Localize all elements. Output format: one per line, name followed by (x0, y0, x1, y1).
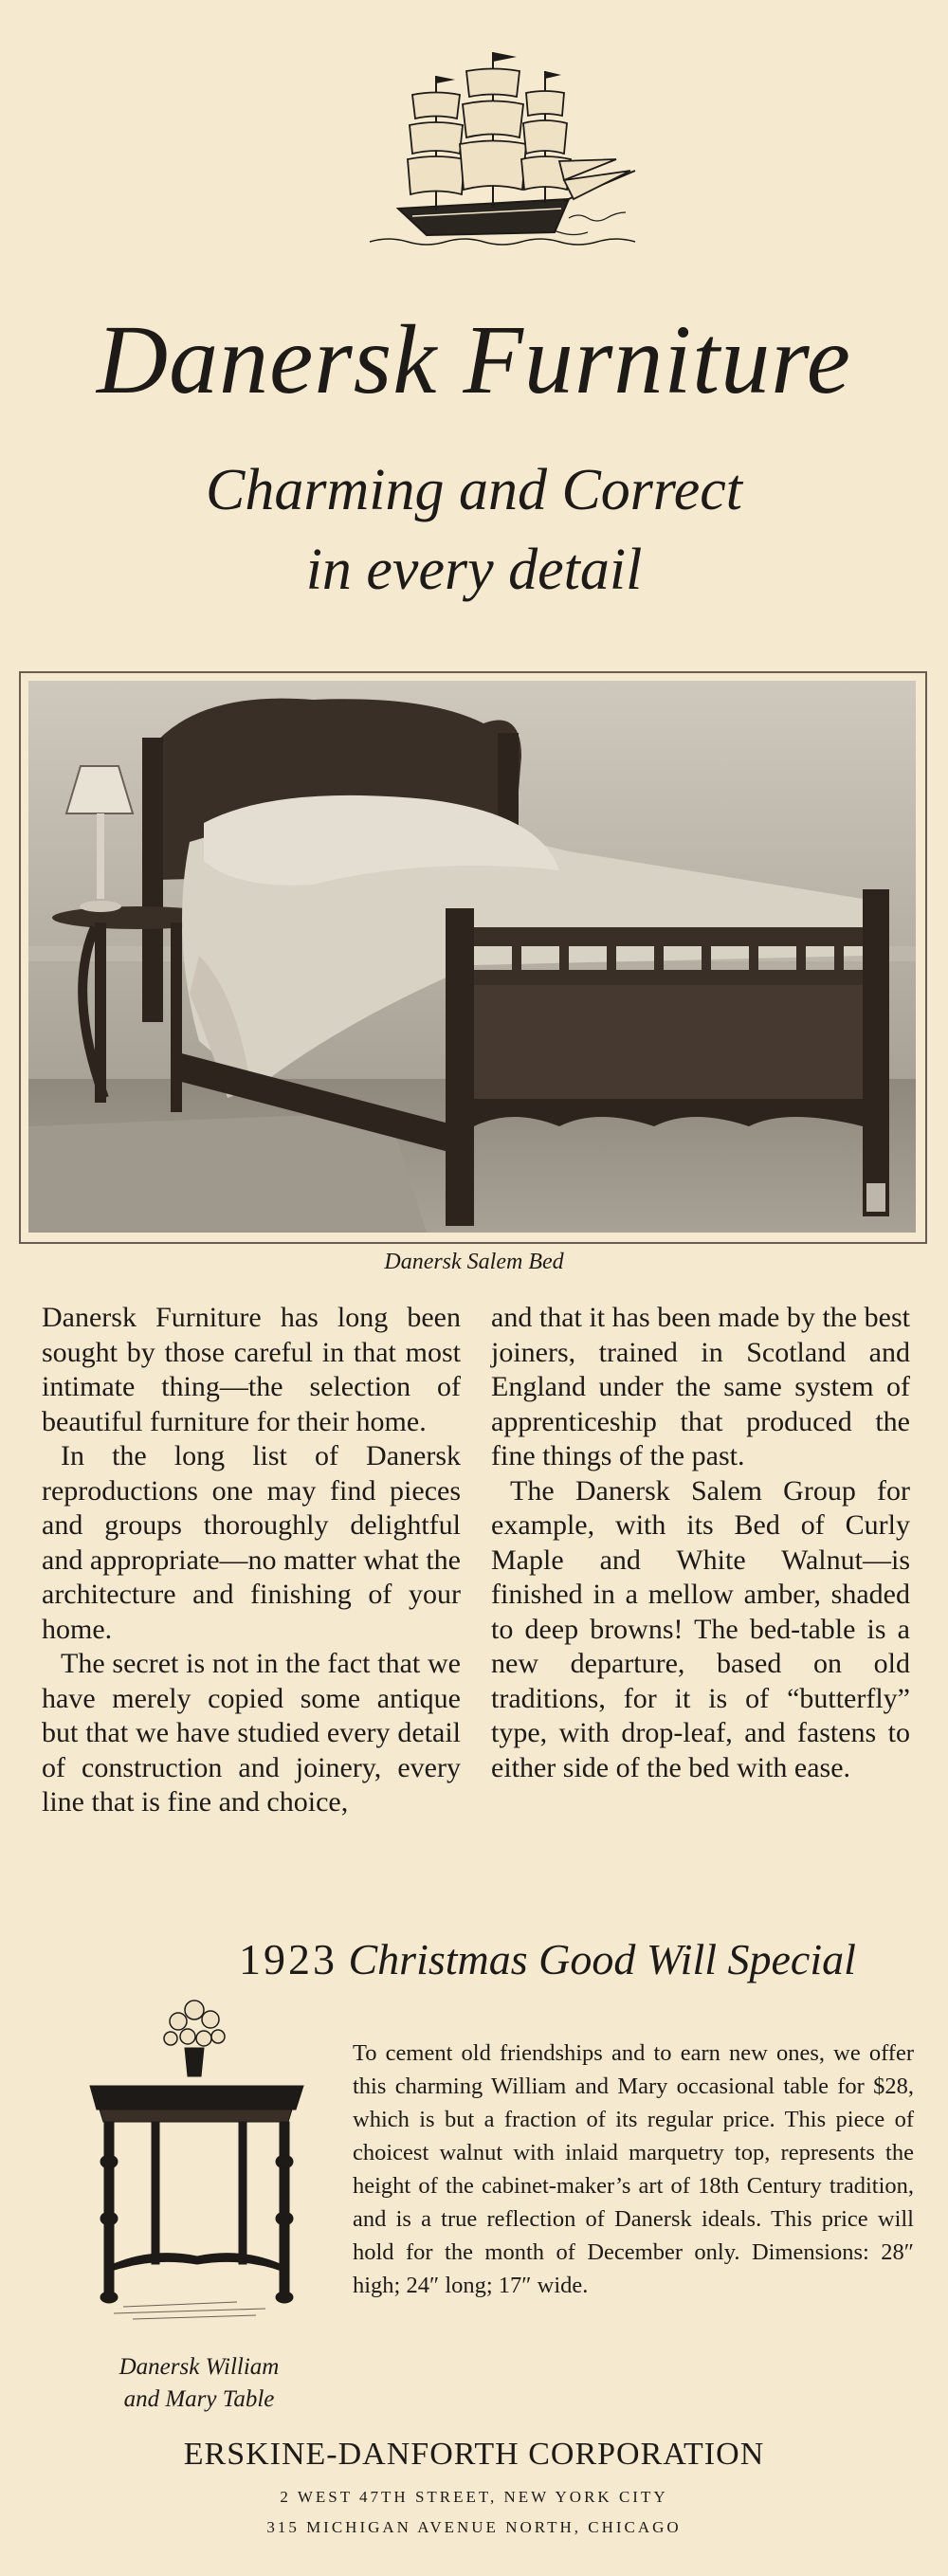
body-paragraph: Danersk Furniture has long been sought by those careful in that most intimate thing—the selection of beautiful furniture for their home. (42, 1302, 461, 1437)
body-paragraph: In the long list of Danersk reproductions one may find pieces and groups thoroughly delightful and appropriate—no matter what the architecture and finishing of your home. (42, 1440, 461, 1645)
body-column-right (491, 1301, 910, 1785)
body-column-left (42, 1301, 461, 1820)
table-caption-line-1: Danersk William (118, 2354, 280, 2380)
body-paragraph: and that it has been made by the best joiners, trained in Scotland and England under the same system of apprenticeship that produced the fine things of the past. (491, 1302, 910, 1471)
table-caption-line-2: and Mary Table (123, 2386, 275, 2412)
body-paragraph: The Danersk Salem Group for example, with its Bed of Curly Maple and White Walnut—is finished in a mellow amber, shaded to deep browns! The bed-table is a new departure, based on old traditions, for it is of “butterfly” type, with drop-leaf, and fastens to either side of the bed with ease. (491, 1474, 910, 1783)
subheadline-line-1: Charming and Correct (205, 458, 743, 522)
special-year: 1923 (239, 1935, 337, 1983)
subheadline-line-2: in every detail (305, 538, 643, 602)
body-paragraph: The secret is not in the fact that we have merely copied some antique but that we have studied every detail of construction and joinery, every line that is fine and choice, (42, 1648, 461, 1818)
special-paragraph: To cement old friendships and to earn new ones, we offer this charming William and Mary occasional table for $28, which is but a fraction of its regular price. This piece of choicest walnut with inlaid marquetry top, represents the height of the cabinet-maker’s art of 18th Century tradition, and is a true reflection of Danersk ideals. This price will hold for the month of December only. Dimensions: 28″ high; 24″ long; 17″ wide. (353, 2040, 914, 2298)
company-name: ERSKINE-DANFORTH CORPORATION (183, 2437, 765, 2472)
headline: Danersk Furniture (97, 305, 851, 414)
salem-bed-photo (28, 681, 916, 1233)
special-title-text: Christmas Good Will Special (348, 1935, 856, 1983)
special-offer-text (353, 2037, 914, 2302)
table-caption (57, 2351, 341, 2416)
address-new-york: 2 WEST 47TH STREET, NEW YORK CITY (280, 2488, 668, 2506)
special-offer-title (239, 1935, 856, 1983)
photo-caption: Danersk Salem Bed (384, 1250, 564, 1274)
sailing-ship-illustration (360, 38, 645, 265)
william-mary-table-illustration (76, 1982, 313, 2351)
address-chicago: 315 MICHIGAN AVENUE NORTH, CHICAGO (266, 2518, 682, 2536)
